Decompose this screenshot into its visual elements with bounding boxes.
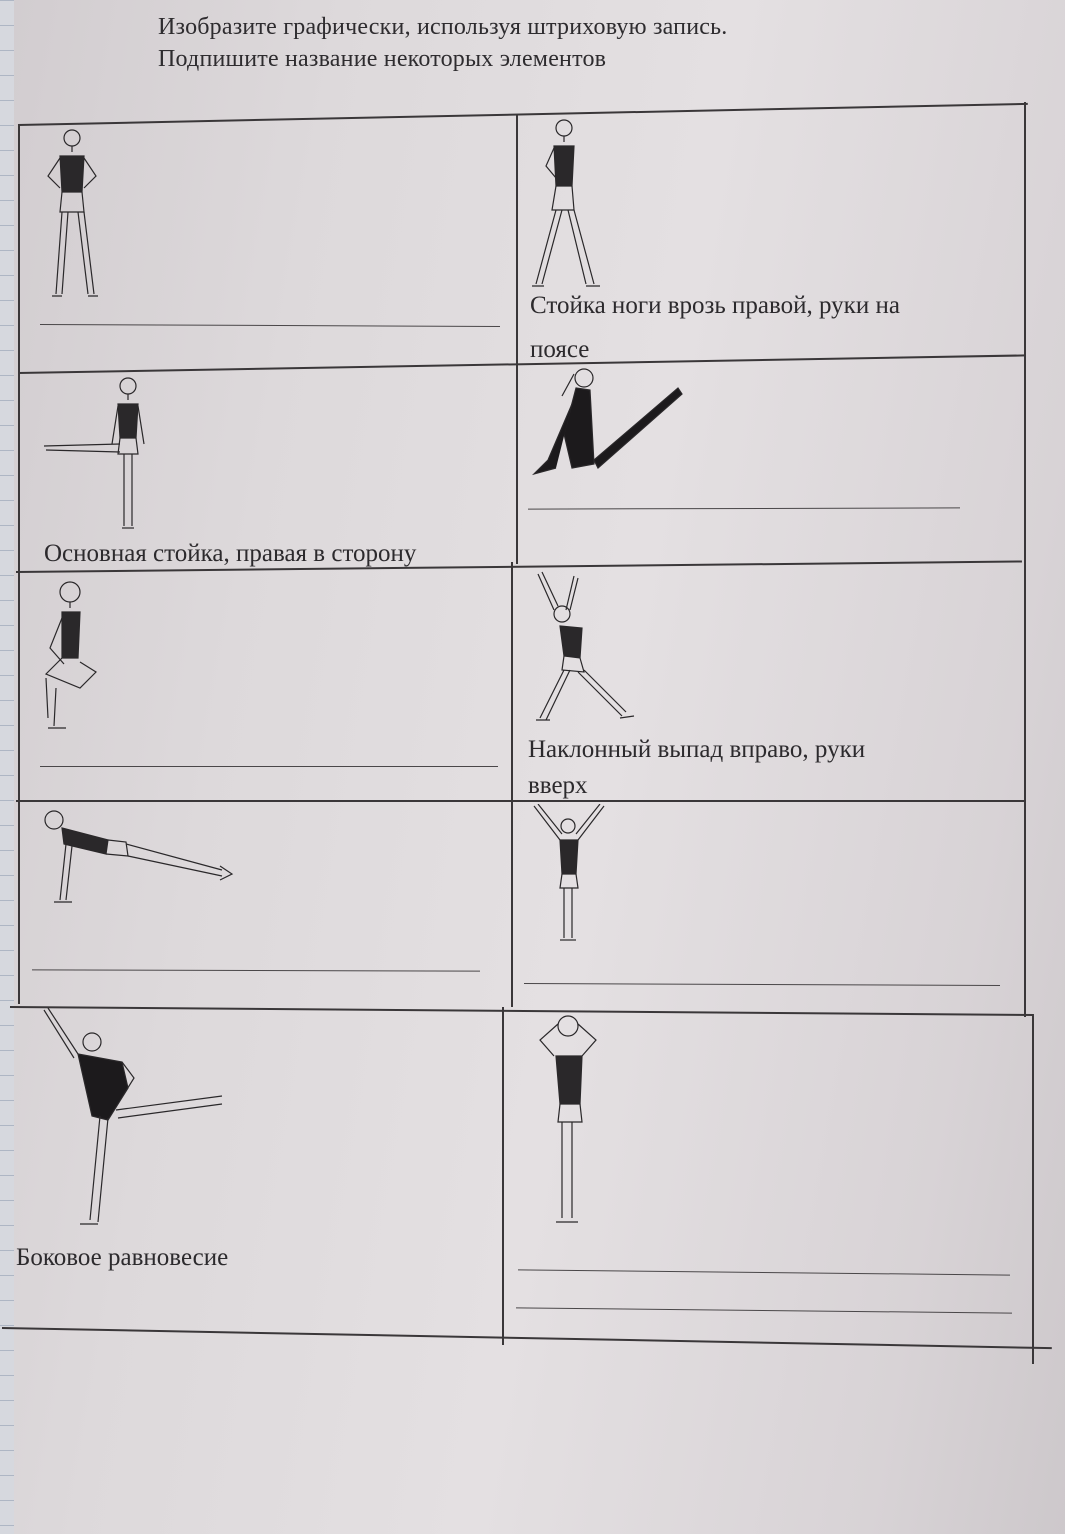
caption-line-1: Наклонный выпад вправо, руки [528,736,866,763]
caption-line-1: Стойка ноги врозь правой, руки на [530,292,900,319]
table-column-divider [502,1007,504,1345]
squat-icon [40,578,110,734]
table-left-border [18,124,20,1004]
table-row-divider [16,800,1024,802]
stand-feet-apart-hands-on-hips-icon [38,126,108,304]
caption: Боковое равновесие [16,1244,229,1271]
table-right-border [1024,102,1026,1017]
answer-line [40,766,498,767]
table-right-border [1032,1016,1034,1364]
table-column-divider [516,114,518,564]
instruction-line-2: Подпишите название некоторых элементов [158,46,607,72]
stance-stepped-hands-on-hips-icon [528,116,608,292]
stand-arms-up-icon [530,804,610,946]
side-lunge-arms-up-icon [526,570,636,726]
plank-icon [36,804,236,908]
side-balance-icon [38,1008,228,1230]
seated-leg-raised-icon [528,364,688,480]
instruction-line-1: Изобразите графически, используя штриховую запись. [158,14,728,40]
caption-line-2: поясе [530,336,590,363]
stand-leg-raised-side-icon [40,374,158,534]
caption: Основная стойка, правая в сторону [44,540,417,567]
caption-line-2: вверх [528,772,588,799]
stand-hands-behind-head-icon [536,1012,606,1230]
table-column-divider [511,562,513,1007]
